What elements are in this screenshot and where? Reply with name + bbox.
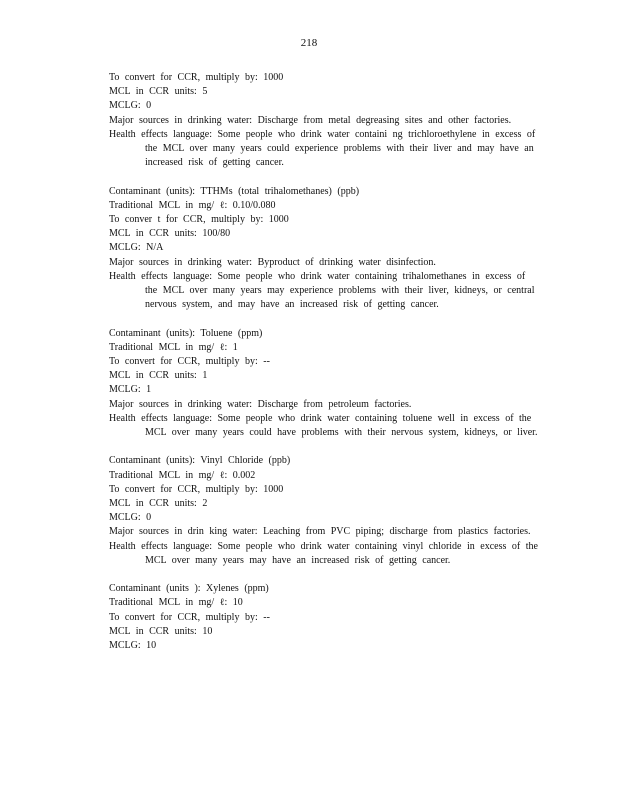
contaminant-entry	[109, 185, 539, 313]
page-number: 218	[300, 37, 318, 49]
entry-line: MCL in CCR units: 10	[109, 625, 213, 637]
entry-line: To convert for CCR, multiply by: --	[109, 611, 270, 623]
entry-line: To convert for CCR, multiply by: --	[109, 356, 270, 368]
major-sources: Major sources in drin king water: Leaching from PVC piping; discharge from plastics factories.	[109, 526, 531, 538]
contaminant-entry	[109, 327, 539, 441]
entry-line: MCLG: 1	[109, 384, 152, 396]
entry-line: Traditional MCL in mg/ ℓ: 0.002	[109, 469, 256, 481]
entry-line: MCLG: 10	[109, 640, 157, 652]
entry-line: MCLG: 0	[109, 100, 152, 112]
health-effects: Health effects language: Some people who drink water containing trihalomethanes in excess of the MCL over many years may experience problems with their liver, kidneys, or central nervous system, and may have an increased risk of getting cancer.	[109, 270, 535, 311]
contaminant-entry	[109, 582, 539, 653]
health-effects: Health effects language: Some people who drink water containing toluene well in excess of the MCL over many years could have problems with their nervous system, kidneys, or liver.	[109, 412, 538, 439]
contaminant-entry	[109, 454, 539, 568]
entry-line: To convert for CCR, multiply by: 1000	[109, 72, 284, 83]
entry-line: MCL in CCR units: 2	[109, 498, 208, 510]
entry-line: Contaminant (units): Toluene (ppm)	[109, 327, 263, 339]
contaminant-entry	[109, 71, 539, 170]
entry-line: MCLG: N/A	[109, 242, 164, 254]
major-sources: Major sources in drinking water: Byproduct of drinking water disinfection.	[109, 256, 436, 268]
health-effects: Health effects language: Some people who drink water containi ng trichloroethylene in excess of the MCL over many years could experience problems with their liver and may have an increased risk of getting cancer.	[109, 128, 536, 169]
entry-line: Traditional MCL in mg/ ℓ: 10	[109, 597, 243, 609]
entry-line: Traditional MCL in mg/ ℓ: 0.10/0.080	[109, 199, 276, 211]
entry-line: Contaminant (units): TTHMs (total trihalomethanes) (ppb)	[109, 185, 360, 197]
entry-line: To conver t for CCR, multiply by: 1000	[109, 214, 289, 226]
entry-line: MCL in CCR units: 100/80	[109, 228, 231, 240]
major-sources: Major sources in drinking water: Discharge from metal degreasing sites and other factories.	[109, 114, 512, 126]
entry-line: Traditional MCL in mg/ ℓ: 1	[109, 341, 238, 353]
entry-line: To convert for CCR, multiply by: 1000	[109, 483, 284, 495]
entry-line: Contaminant (units): Vinyl Chloride (ppb)	[109, 455, 291, 467]
document-body	[109, 71, 539, 667]
entry-line: MCLG: 0	[109, 512, 152, 524]
entry-line: Contaminant (units ): Xylenes (ppm)	[109, 583, 269, 595]
entry-line: MCL in CCR units: 5	[109, 86, 208, 98]
entry-line: MCL in CCR units: 1	[109, 370, 208, 382]
health-effects: Health effects language: Some people who drink water containing vinyl chloride in excess of the MCL over many years may have an increased risk of getting cancer.	[109, 540, 538, 566]
major-sources: Major sources in drinking water: Discharge from petroleum factories.	[109, 398, 412, 410]
